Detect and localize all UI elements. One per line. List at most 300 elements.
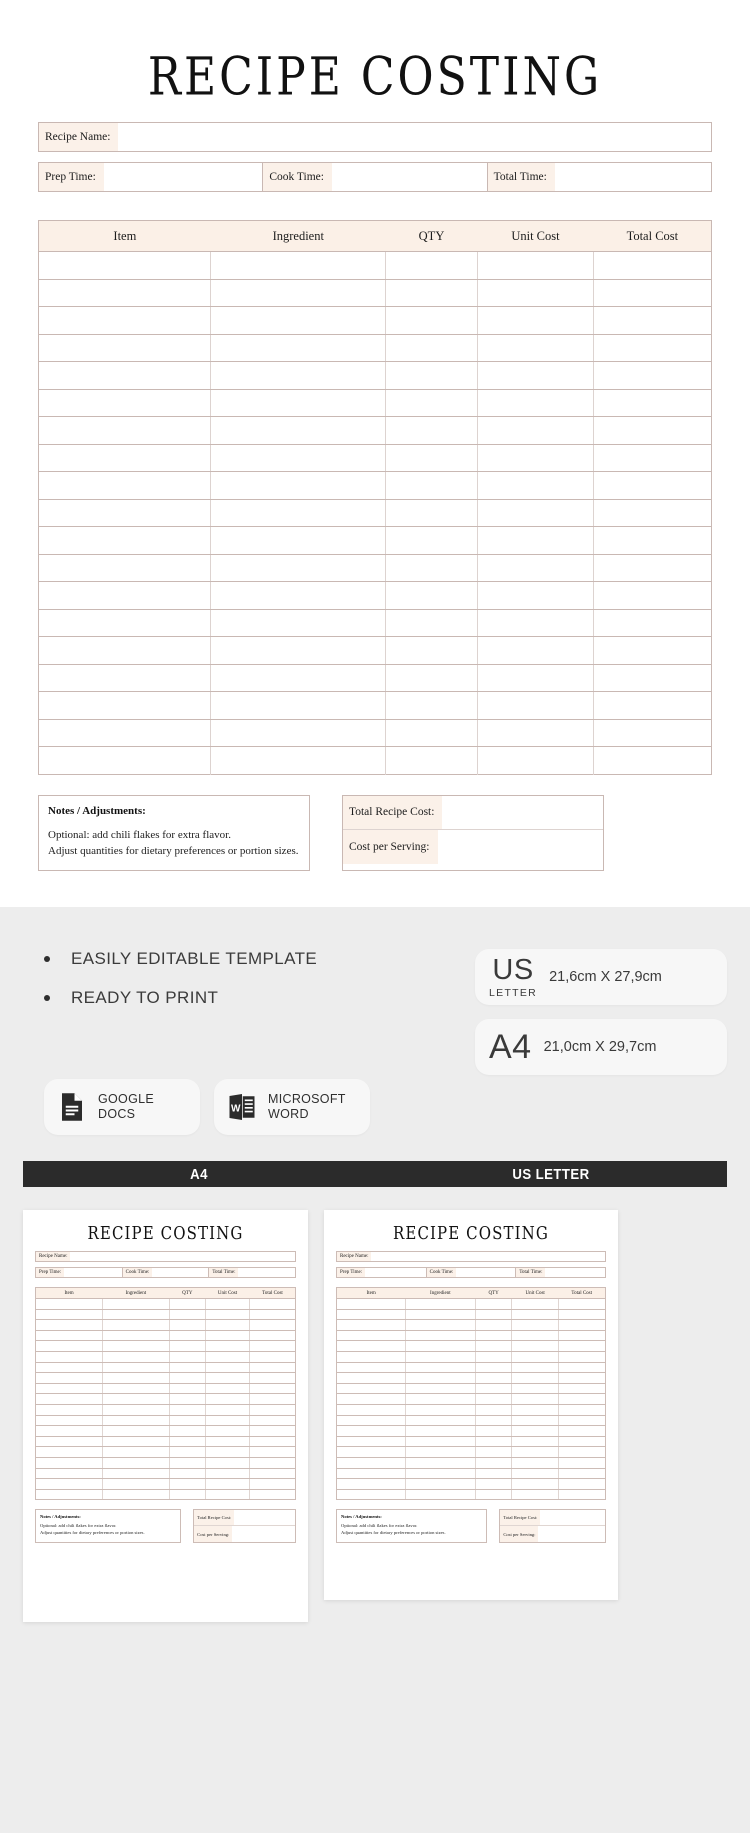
table-cell-unit[interactable]: [512, 1447, 559, 1458]
table-cell-item[interactable]: [36, 1426, 103, 1437]
table-cell-item[interactable]: [337, 1457, 406, 1468]
table-cell-total[interactable]: [594, 692, 712, 720]
table-cell-item[interactable]: [337, 1341, 406, 1352]
table-cell-total[interactable]: [594, 747, 712, 775]
table-cell-ingredient[interactable]: [405, 1362, 475, 1373]
table-cell-ingredient[interactable]: [405, 1309, 475, 1320]
table-cell-total[interactable]: [558, 1447, 605, 1458]
table-cell-unit[interactable]: [477, 719, 593, 747]
table-cell-item[interactable]: [36, 1468, 103, 1479]
table-cell-unit[interactable]: [205, 1320, 250, 1331]
table-cell-qty[interactable]: [475, 1362, 512, 1373]
table-cell-unit[interactable]: [512, 1362, 559, 1373]
table-cell-unit[interactable]: [205, 1479, 250, 1490]
table-cell-unit[interactable]: [205, 1489, 250, 1500]
table-cell-total[interactable]: [250, 1362, 296, 1373]
table-cell-qty[interactable]: [386, 307, 478, 335]
table-cell-unit[interactable]: [477, 307, 593, 335]
table-cell-total[interactable]: [594, 417, 712, 445]
table-cell-total[interactable]: [594, 307, 712, 335]
table-cell-unit[interactable]: [477, 499, 593, 527]
table-cell-total[interactable]: [594, 582, 712, 610]
table-cell-total[interactable]: [594, 362, 712, 390]
table-cell-qty[interactable]: [170, 1447, 205, 1458]
notes-adjustments-box[interactable]: [38, 795, 310, 871]
table-cell-unit[interactable]: [512, 1299, 559, 1310]
table-row[interactable]: [337, 1341, 606, 1352]
table-row[interactable]: [337, 1373, 606, 1384]
table-cell-item[interactable]: [36, 1341, 103, 1352]
table-cell-unit[interactable]: [477, 444, 593, 472]
table-row[interactable]: [39, 664, 712, 692]
table-row[interactable]: [337, 1489, 606, 1500]
thumbnail-us-letter[interactable]: [324, 1210, 618, 1600]
table-cell-item[interactable]: [337, 1362, 406, 1373]
table-cell-total[interactable]: [250, 1415, 296, 1426]
table-cell-ingredient[interactable]: [102, 1299, 170, 1310]
table-cell-qty[interactable]: [170, 1404, 205, 1415]
table-cell-qty[interactable]: [170, 1351, 205, 1362]
table-cell-total[interactable]: [250, 1479, 296, 1490]
table-cell-unit[interactable]: [205, 1447, 250, 1458]
table-cell-unit[interactable]: [512, 1457, 559, 1468]
table-cell-unit[interactable]: [205, 1383, 250, 1394]
table-cell-ingredient[interactable]: [211, 307, 386, 335]
table-cell-qty[interactable]: [386, 609, 478, 637]
table-row[interactable]: [36, 1299, 296, 1310]
table-cell-item[interactable]: [36, 1394, 103, 1405]
table-cell-item[interactable]: [337, 1468, 406, 1479]
table-row[interactable]: [36, 1447, 296, 1458]
table-cell-total[interactable]: [250, 1489, 296, 1500]
table-cell-total[interactable]: [558, 1320, 605, 1331]
table-cell-item[interactable]: [337, 1351, 406, 1362]
table-cell-item[interactable]: [39, 362, 211, 390]
table-cell-unit[interactable]: [477, 527, 593, 555]
table-cell-unit[interactable]: [512, 1436, 559, 1447]
table-cell-qty[interactable]: [475, 1330, 512, 1341]
table-cell-item[interactable]: [39, 417, 211, 445]
table-cell-unit[interactable]: [512, 1479, 559, 1490]
table-cell-qty[interactable]: [475, 1489, 512, 1500]
table-cell-qty[interactable]: [386, 554, 478, 582]
table-cell-total[interactable]: [558, 1394, 605, 1405]
table-cell-ingredient[interactable]: [211, 637, 386, 665]
table-cell-qty[interactable]: [475, 1383, 512, 1394]
table-row[interactable]: [39, 692, 712, 720]
table-row[interactable]: [36, 1330, 296, 1341]
table-cell-item[interactable]: [337, 1320, 406, 1331]
table-cell-ingredient[interactable]: [405, 1394, 475, 1405]
table-cell-total[interactable]: [250, 1383, 296, 1394]
table-cell-qty[interactable]: [170, 1457, 205, 1468]
table-cell-total[interactable]: [250, 1373, 296, 1384]
size-pill-us-letter[interactable]: [475, 949, 727, 1005]
table-cell-ingredient[interactable]: [102, 1436, 170, 1447]
size-pill-a4[interactable]: [475, 1019, 727, 1075]
table-cell-unit[interactable]: [512, 1383, 559, 1394]
table-cell-item[interactable]: [39, 444, 211, 472]
table-cell-ingredient[interactable]: [102, 1404, 170, 1415]
table-cell-qty[interactable]: [475, 1373, 512, 1384]
table-cell-ingredient[interactable]: [211, 609, 386, 637]
table-cell-item[interactable]: [39, 719, 211, 747]
table-cell-qty[interactable]: [475, 1426, 512, 1437]
table-cell-unit[interactable]: [477, 362, 593, 390]
table-row[interactable]: [39, 554, 712, 582]
table-row[interactable]: [337, 1309, 606, 1320]
table-cell-qty[interactable]: [386, 747, 478, 775]
table-cell-ingredient[interactable]: [405, 1457, 475, 1468]
table-cell-unit[interactable]: [477, 554, 593, 582]
table-cell-unit[interactable]: [477, 279, 593, 307]
table-row[interactable]: [36, 1468, 296, 1479]
table-cell-item[interactable]: [36, 1373, 103, 1384]
table-row[interactable]: [36, 1309, 296, 1320]
table-cell-total[interactable]: [250, 1330, 296, 1341]
table-cell-total[interactable]: [558, 1479, 605, 1490]
table-cell-ingredient[interactable]: [211, 362, 386, 390]
table-cell-qty[interactable]: [475, 1351, 512, 1362]
table-cell-unit[interactable]: [477, 664, 593, 692]
table-cell-item[interactable]: [39, 334, 211, 362]
table-cell-item[interactable]: [39, 472, 211, 500]
table-row[interactable]: [39, 334, 712, 362]
table-cell-total[interactable]: [558, 1373, 605, 1384]
table-cell-item[interactable]: [337, 1426, 406, 1437]
table-cell-item[interactable]: [36, 1362, 103, 1373]
table-row[interactable]: [337, 1457, 606, 1468]
table-cell-ingredient[interactable]: [211, 582, 386, 610]
table-cell-item[interactable]: [337, 1309, 406, 1320]
table-cell-total[interactable]: [594, 719, 712, 747]
table-cell-ingredient[interactable]: [405, 1415, 475, 1426]
table-cell-item[interactable]: [39, 499, 211, 527]
table-cell-qty[interactable]: [386, 334, 478, 362]
table-cell-ingredient[interactable]: [102, 1489, 170, 1500]
table-row[interactable]: [36, 1404, 296, 1415]
table-cell-ingredient[interactable]: [405, 1468, 475, 1479]
table-cell-qty[interactable]: [170, 1320, 205, 1331]
table-cell-item[interactable]: [36, 1309, 103, 1320]
table-cell-item[interactable]: [39, 554, 211, 582]
table-cell-qty[interactable]: [475, 1394, 512, 1405]
table-cell-unit[interactable]: [205, 1426, 250, 1437]
table-cell-unit[interactable]: [512, 1426, 559, 1437]
table-cell-total[interactable]: [558, 1404, 605, 1415]
thumbnail-a4[interactable]: [23, 1210, 308, 1622]
table-cell-total[interactable]: [558, 1426, 605, 1437]
table-cell-qty[interactable]: [386, 252, 478, 280]
table-cell-ingredient[interactable]: [211, 252, 386, 280]
table-cell-qty[interactable]: [386, 499, 478, 527]
table-cell-item[interactable]: [337, 1330, 406, 1341]
table-cell-ingredient[interactable]: [102, 1351, 170, 1362]
table-cell-total[interactable]: [250, 1351, 296, 1362]
table-cell-unit[interactable]: [205, 1341, 250, 1352]
table-cell-unit[interactable]: [512, 1320, 559, 1331]
table-cell-total[interactable]: [594, 637, 712, 665]
table-cell-total[interactable]: [250, 1309, 296, 1320]
table-cell-unit[interactable]: [205, 1309, 250, 1320]
table-cell-total[interactable]: [558, 1468, 605, 1479]
table-cell-ingredient[interactable]: [211, 499, 386, 527]
table-cell-unit[interactable]: [477, 582, 593, 610]
table-cell-total[interactable]: [558, 1330, 605, 1341]
table-cell-unit[interactable]: [205, 1330, 250, 1341]
table-cell-unit[interactable]: [205, 1351, 250, 1362]
table-row[interactable]: [337, 1404, 606, 1415]
table-row[interactable]: [39, 389, 712, 417]
table-cell-item[interactable]: [337, 1299, 406, 1310]
table-cell-unit[interactable]: [477, 692, 593, 720]
table-cell-total[interactable]: [250, 1468, 296, 1479]
table-cell-ingredient[interactable]: [211, 389, 386, 417]
table-cell-total[interactable]: [558, 1436, 605, 1447]
table-cell-ingredient[interactable]: [211, 747, 386, 775]
table-cell-item[interactable]: [39, 692, 211, 720]
table-cell-qty[interactable]: [475, 1309, 512, 1320]
table-cell-qty[interactable]: [475, 1468, 512, 1479]
table-cell-ingredient[interactable]: [102, 1341, 170, 1352]
table-cell-item[interactable]: [39, 747, 211, 775]
table-cell-ingredient[interactable]: [102, 1415, 170, 1426]
table-cell-unit[interactable]: [205, 1362, 250, 1373]
table-cell-qty[interactable]: [386, 664, 478, 692]
table-cell-total[interactable]: [558, 1383, 605, 1394]
table-cell-item[interactable]: [36, 1415, 103, 1426]
table-cell-ingredient[interactable]: [211, 719, 386, 747]
table-cell-qty[interactable]: [170, 1299, 205, 1310]
table-cell-ingredient[interactable]: [211, 664, 386, 692]
table-cell-total[interactable]: [558, 1309, 605, 1320]
table-cell-ingredient[interactable]: [102, 1394, 170, 1405]
table-cell-qty[interactable]: [170, 1489, 205, 1500]
app-pill-google-docs[interactable]: [44, 1079, 200, 1135]
table-cell-total[interactable]: [558, 1351, 605, 1362]
table-cell-qty[interactable]: [386, 527, 478, 555]
table-row[interactable]: [337, 1415, 606, 1426]
table-cell-item[interactable]: [36, 1383, 103, 1394]
table-row[interactable]: [39, 719, 712, 747]
table-cell-item[interactable]: [337, 1394, 406, 1405]
table-cell-ingredient[interactable]: [405, 1320, 475, 1331]
table-cell-item[interactable]: [39, 664, 211, 692]
table-row[interactable]: [337, 1426, 606, 1437]
table-cell-qty[interactable]: [386, 637, 478, 665]
table-cell-item[interactable]: [39, 609, 211, 637]
table-row[interactable]: [39, 527, 712, 555]
table-cell-qty[interactable]: [170, 1426, 205, 1437]
table-cell-unit[interactable]: [512, 1309, 559, 1320]
table-cell-item[interactable]: [337, 1479, 406, 1490]
table-cell-qty[interactable]: [170, 1468, 205, 1479]
table-cell-ingredient[interactable]: [102, 1330, 170, 1341]
table-cell-item[interactable]: [39, 527, 211, 555]
table-cell-item[interactable]: [36, 1404, 103, 1415]
table-row[interactable]: [36, 1320, 296, 1331]
table-row[interactable]: [36, 1362, 296, 1373]
table-cell-unit[interactable]: [205, 1436, 250, 1447]
table-row[interactable]: [337, 1468, 606, 1479]
table-cell-ingredient[interactable]: [102, 1457, 170, 1468]
table-row[interactable]: [337, 1351, 606, 1362]
table-row[interactable]: [337, 1362, 606, 1373]
total-recipe-cost-input[interactable]: [442, 796, 603, 829]
table-cell-total[interactable]: [594, 609, 712, 637]
table-cell-item[interactable]: [36, 1436, 103, 1447]
table-cell-qty[interactable]: [475, 1436, 512, 1447]
table-row[interactable]: [39, 252, 712, 280]
table-cell-total[interactable]: [594, 664, 712, 692]
table-cell-qty[interactable]: [475, 1415, 512, 1426]
table-cell-qty[interactable]: [475, 1457, 512, 1468]
table-cell-item[interactable]: [36, 1299, 103, 1310]
table-row[interactable]: [36, 1436, 296, 1447]
cook-time-cell[interactable]: [263, 163, 487, 191]
table-cell-item[interactable]: [36, 1330, 103, 1341]
table-cell-qty[interactable]: [475, 1341, 512, 1352]
table-cell-unit[interactable]: [512, 1394, 559, 1405]
table-cell-qty[interactable]: [170, 1394, 205, 1405]
table-cell-item[interactable]: [337, 1489, 406, 1500]
table-cell-qty[interactable]: [386, 279, 478, 307]
table-cell-unit[interactable]: [512, 1373, 559, 1384]
table-cell-ingredient[interactable]: [211, 417, 386, 445]
table-cell-item[interactable]: [36, 1447, 103, 1458]
table-cell-ingredient[interactable]: [102, 1479, 170, 1490]
table-cell-unit[interactable]: [512, 1330, 559, 1341]
table-cell-total[interactable]: [594, 472, 712, 500]
table-cell-unit[interactable]: [205, 1415, 250, 1426]
table-cell-qty[interactable]: [170, 1415, 205, 1426]
table-row[interactable]: [39, 747, 712, 775]
table-cell-qty[interactable]: [475, 1479, 512, 1490]
table-cell-item[interactable]: [337, 1373, 406, 1384]
table-cell-qty[interactable]: [386, 692, 478, 720]
table-cell-qty[interactable]: [475, 1299, 512, 1310]
table-cell-ingredient[interactable]: [405, 1436, 475, 1447]
table-cell-ingredient[interactable]: [102, 1383, 170, 1394]
table-cell-item[interactable]: [36, 1351, 103, 1362]
table-cell-qty[interactable]: [170, 1330, 205, 1341]
table-cell-unit[interactable]: [477, 389, 593, 417]
table-cell-unit[interactable]: [205, 1457, 250, 1468]
table-cell-item[interactable]: [36, 1320, 103, 1331]
table-cell-qty[interactable]: [386, 444, 478, 472]
table-cell-qty[interactable]: [386, 472, 478, 500]
table-cell-ingredient[interactable]: [405, 1383, 475, 1394]
table-cell-total[interactable]: [250, 1404, 296, 1415]
table-cell-ingredient[interactable]: [405, 1341, 475, 1352]
table-cell-total[interactable]: [558, 1299, 605, 1310]
table-cell-ingredient[interactable]: [405, 1426, 475, 1437]
table-cell-total[interactable]: [250, 1457, 296, 1468]
table-cell-item[interactable]: [39, 279, 211, 307]
table-row[interactable]: [36, 1489, 296, 1500]
table-cell-total[interactable]: [594, 334, 712, 362]
table-cell-unit[interactable]: [205, 1468, 250, 1479]
table-cell-unit[interactable]: [477, 609, 593, 637]
table-cell-qty[interactable]: [475, 1404, 512, 1415]
table-cell-unit[interactable]: [205, 1299, 250, 1310]
table-cell-unit[interactable]: [512, 1404, 559, 1415]
table-cell-item[interactable]: [39, 637, 211, 665]
table-cell-total[interactable]: [594, 252, 712, 280]
table-cell-ingredient[interactable]: [102, 1362, 170, 1373]
total-time-input[interactable]: [555, 163, 711, 191]
table-cell-ingredient[interactable]: [405, 1299, 475, 1310]
table-row[interactable]: [39, 472, 712, 500]
table-cell-qty[interactable]: [170, 1479, 205, 1490]
table-row[interactable]: [36, 1426, 296, 1437]
table-cell-qty[interactable]: [386, 362, 478, 390]
table-cell-item[interactable]: [39, 307, 211, 335]
table-cell-total[interactable]: [558, 1341, 605, 1352]
table-cell-ingredient[interactable]: [102, 1426, 170, 1437]
table-cell-ingredient[interactable]: [102, 1468, 170, 1479]
table-cell-item[interactable]: [337, 1383, 406, 1394]
table-cell-ingredient[interactable]: [211, 692, 386, 720]
table-row[interactable]: [337, 1320, 606, 1331]
table-cell-total[interactable]: [594, 499, 712, 527]
table-cell-unit[interactable]: [512, 1341, 559, 1352]
table-cell-item[interactable]: [337, 1415, 406, 1426]
table-cell-total[interactable]: [558, 1489, 605, 1500]
prep-time-cell[interactable]: [39, 163, 263, 191]
table-cell-unit[interactable]: [512, 1489, 559, 1500]
table-cell-total[interactable]: [558, 1362, 605, 1373]
total-time-cell[interactable]: [488, 163, 711, 191]
table-cell-total[interactable]: [594, 389, 712, 417]
table-cell-total[interactable]: [250, 1426, 296, 1437]
table-cell-qty[interactable]: [170, 1341, 205, 1352]
table-row[interactable]: [36, 1415, 296, 1426]
table-cell-unit[interactable]: [477, 334, 593, 362]
total-recipe-cost-row[interactable]: [343, 796, 603, 830]
table-row[interactable]: [39, 637, 712, 665]
table-cell-total[interactable]: [250, 1436, 296, 1447]
table-cell-qty[interactable]: [386, 417, 478, 445]
table-cell-ingredient[interactable]: [102, 1309, 170, 1320]
table-row[interactable]: [337, 1330, 606, 1341]
app-pill-microsoft-word[interactable]: [214, 1079, 370, 1135]
table-cell-qty[interactable]: [475, 1320, 512, 1331]
table-cell-ingredient[interactable]: [102, 1447, 170, 1458]
table-cell-item[interactable]: [36, 1457, 103, 1468]
table-cell-ingredient[interactable]: [405, 1404, 475, 1415]
table-row[interactable]: [36, 1383, 296, 1394]
table-row[interactable]: [39, 279, 712, 307]
table-cell-unit[interactable]: [512, 1468, 559, 1479]
table-cell-qty[interactable]: [170, 1436, 205, 1447]
table-cell-item[interactable]: [337, 1447, 406, 1458]
table-row[interactable]: [39, 417, 712, 445]
table-cell-ingredient[interactable]: [211, 444, 386, 472]
table-cell-total[interactable]: [594, 279, 712, 307]
table-cell-item[interactable]: [36, 1479, 103, 1490]
cost-per-serving-row[interactable]: [343, 830, 603, 864]
table-cell-item[interactable]: [337, 1436, 406, 1447]
table-cell-unit[interactable]: [205, 1404, 250, 1415]
table-cell-unit[interactable]: [205, 1394, 250, 1405]
table-cell-ingredient[interactable]: [211, 334, 386, 362]
table-cell-ingredient[interactable]: [405, 1351, 475, 1362]
table-cell-ingredient[interactable]: [211, 554, 386, 582]
table-cell-total[interactable]: [594, 527, 712, 555]
table-cell-qty[interactable]: [386, 582, 478, 610]
table-cell-total[interactable]: [594, 554, 712, 582]
